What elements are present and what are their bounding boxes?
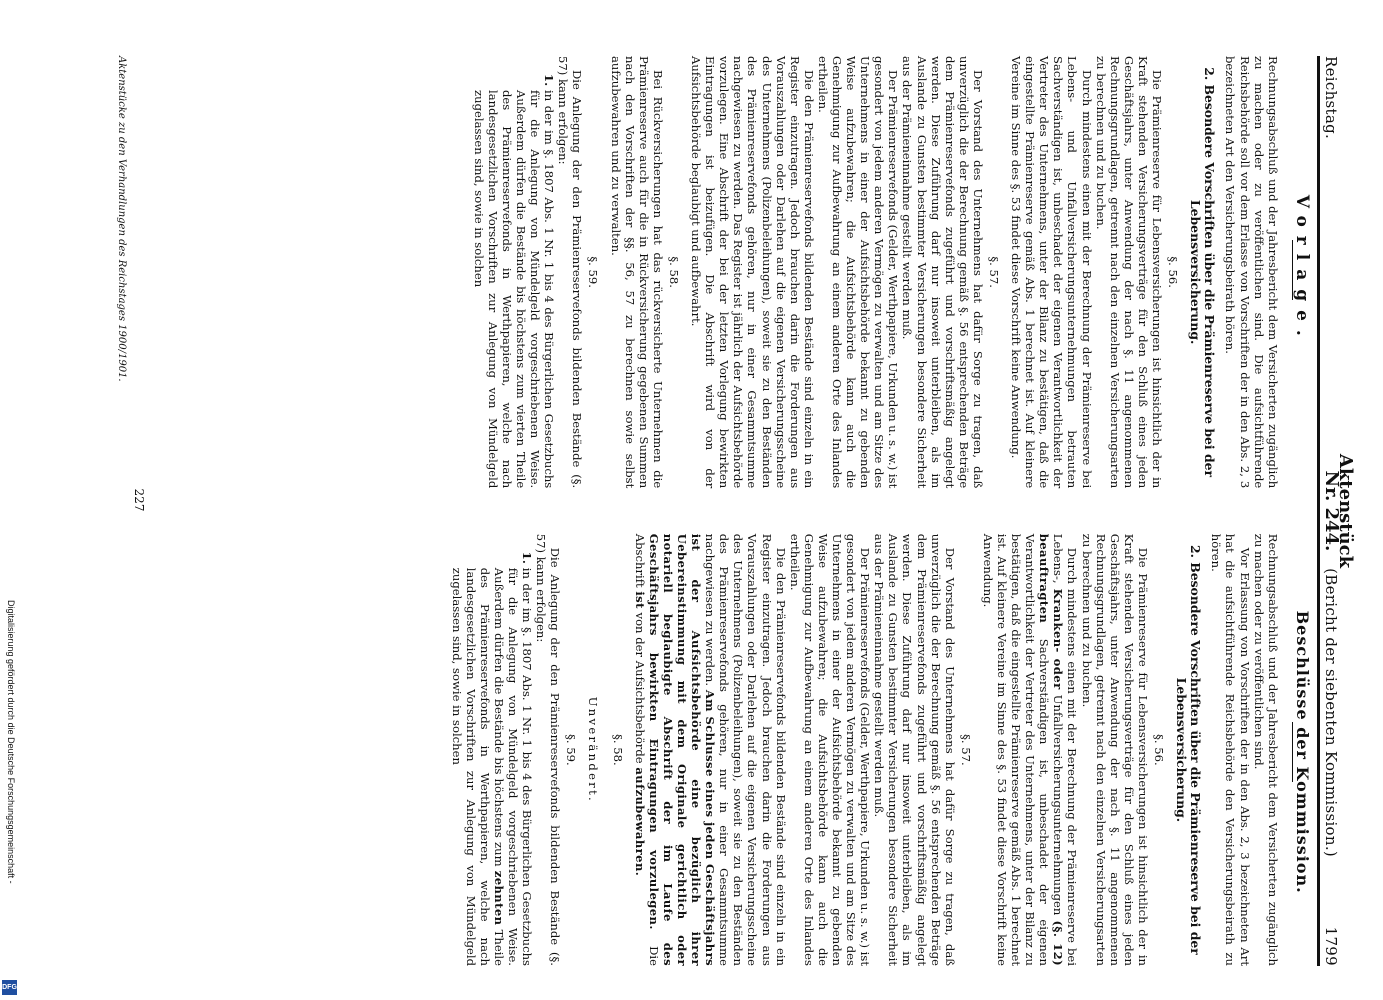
paragraph: Die den Prämienreservefonds bildenden Bestände sind einzeln in ein Register einzutragen. Jedoch brauchen darin die Forderungen aus Vorauszahlungen oder Darlehen auf die eigenen Versicherungsscheine des Unternehmens (Polizenbeleihungen), soweit sie zu den Beständen des Prämienreservefonds gehören, nur in einer Gesammtsumme nachgewiesen zu werden. Das Register ist jährlich der Aufsichtsbehörde vorzulegen. Eine Abschrift der bei der letzten Vorlegung bewirkten Eintragungen ist beizufügen. Die Abschrift wird von der Aufsichtsbehörde beglaubigt und aufbewahrt.	[689, 56, 816, 489]
list-item: 1.in der im §. 1807 Abs. 1 Nr. 1 bis 4 des Bürgerlichen Gesetzbuchs für die Anlegung von Mündelgeld vorgeschriebenen Weise. Außerdem dürfen die Bestände bis höchstens zum vierten Theile des Prämienreservefonds in Werthpapieren, welche nach landesgesetzlichen Vorschriften zur Anlegung von Mündelgeld zugelassen sind, sowie in solchen	[471, 74, 557, 489]
paragraph: Rechnungsabschluß und der Jahresbericht dem Versicherten zugänglich zu machen oder zu veröffentlichen sind. Die aufsichtführende Reichsbehörde soll vor dem Erlasse von Vorschriften der in den Abs. 2, 3 bezeichneten Art den Versicherungsbeirath hören.	[1223, 56, 1280, 489]
document-page	[92, 0, 1382, 1000]
paragraph: Die Anlegung der den Prämienreservefonds bildenden Bestände (§. 57) kann erfolgen:	[556, 56, 585, 489]
running-head-title: Aktenstück Nr. 244.	[1320, 453, 1356, 569]
amendment-emphasis: (§. 12) beauftragten	[1037, 533, 1066, 967]
section-number: §. 57.	[958, 734, 973, 766]
page-number-bottom: 227	[132, 488, 147, 512]
paragraph: Bei Rückversicherungen hat das rückversicherte Unternehmen die Prämienreserve auch für die in Rückversicherung gegebenen Summen nach den Vorschriften der §§. 56, 57 zu berechnen sowie selbst aufzubewahren und zu verwalten.	[608, 56, 665, 489]
amendment-emphasis: aufzubewahren.	[632, 767, 647, 877]
section-number: §. 59.	[586, 256, 601, 288]
dfg-logo-icon: DFG	[2, 980, 17, 995]
paragraph: Der Prämienreservefonds (Gelder, Werthpapiere, Urkunden u. s. w.) ist gesondert von jedem anderen Vermögen zu verwalten und am Sitze des Unternehmens in einer der Aufsichtsbehörde bekannt zu gebenden Weise aufzubewahren; die Aufsichtsbehörde kann auch die Genehmigung zur Aufbewahrung an einem anderen Orte des Inlandes ertheilen.	[815, 56, 901, 489]
left-column-heading: Vorlage.	[1291, 194, 1312, 345]
paragraph: Vor Erlassung von Vorschriften der in den Abs. 2, 3 bezeichneten Art hat die aufsichtführende Reichsbehörde den Versicherungsbeirath zu hören.	[1209, 533, 1252, 966]
amendment-emphasis: Kranken- oder	[1051, 588, 1066, 690]
section-number: §. 59.	[564, 734, 579, 766]
column-headings	[1284, 56, 1312, 966]
right-column-heading: Beschlüsse der Kommission.	[1292, 610, 1312, 894]
unchanged-note: Unverändert.	[586, 696, 601, 804]
paragraph: Die Anlegung der den Prämienreservefonds bildenden Bestände (§. 57) kann erfolgen:	[534, 533, 563, 966]
paragraph: Der Vorstand des Unternehmens hat dafür Sorge zu tragen, daß unverzüglich die der Berechnung gemäß §. 56 entsprechenden Beträge dem Prämienreservefonds zugeführt und vorschriftsmäßig angelegt werden. Diese Zuführung darf nur insoweit unterbleiben, als im Auslande zu Gunsten bestimmter Versicherungen besondere Sicherheit aus der Prämieneinnahme gestellt werden muß.	[872, 533, 957, 966]
section-number: §. 58.	[610, 734, 625, 766]
page-footer-source: Aktenstücke zu den Verhandlungen des Reichstages 1900/1901.	[116, 56, 128, 382]
amendment-emphasis: ist	[632, 591, 647, 609]
amendment-emphasis: Am Schlusse eines jeden Geschäftsjahrs ist der Aufsichtsbehörde eine bezüglich ihrer Uebereinstimmung mit dem Originale gerichtlich oder notariell beglaubigte Abschrift der im Laufe des Geschäftsjahrs bewirkten Eintragungen vorzulegen.	[646, 533, 718, 967]
section-number: §. 58.	[666, 256, 681, 288]
digitization-credit	[2, 600, 18, 995]
credit-text: Digitalisierung gefördert durch die Deutsche Forschungsgemeinschaft -	[6, 600, 16, 884]
header-rule	[1317, 56, 1320, 966]
list-item: 1.in der im §. 1807 Abs. 1 Nr. 1 bis 4 des Bürgerlichen Gesetzbuchs für die Anlegung von Mündelgeld vorgeschriebenen Weise. Außerdem dürfen die Bestände bis höchstens zum zehnten Theile des Prämienreservefonds in Werthpapieren, welche nach landesgesetzlichen Vorschriften zur Anlegung von Mündelgeld zugelassen sind, sowie in solchen	[449, 551, 535, 966]
paragraph: Die Prämienreserve für Lebensversicherungen ist hinsichtlich der in Kraft stehenden Versicherungsverträge für den Schluß eines jeden Geschäftsjahrs, unter Anwendung der nach §. 11 angenommenen Rechnungsgrundlagen, getrennt nach den einzelnen Versicherungsarten zu berechnen und zu buchen.	[1079, 533, 1150, 966]
paragraph: Der Vorstand des Unternehmens hat dafür Sorge zu tragen, daß unverzüglich die der Berechnung gemäß §. 56 entsprechenden Beträge dem Prämienreservefonds zugeführt und vorschriftsmäßig angelegt werden. Diese Zuführung darf nur insoweit unterbleiben, als im Auslande zu Gunsten bestimmter Versicherungen besondere Sicherheit aus der Prämieneinnahme gestellt werden muß.	[900, 56, 985, 489]
left-column-bill-text	[450, 56, 1280, 488]
paragraph: Rechnungsabschluß und der Jahresbericht dem Versicherten zugänglich zu machen oder zu veröffentlichen sind.	[1251, 533, 1280, 966]
amendment-emphasis: zehnten	[491, 870, 506, 926]
paragraph: Durch mindestens einen mit der Berechnung der Prämienreserve bei Lebens- und Unfallversicherungsunternehmungen betrauten Sachverständigen ist, unbeschadet der eigenen Verantwortlichkeit der Vertreter des Unternehmens, unter der Bilanz zu bestätigen, daß die eingestellte Prämienreserve gemäß Abs. 1 berechnet ist. Auf kleinere Vereine im Sinne des §. 53 findet diese Vorschrift keine Anwendung.	[1009, 56, 1094, 489]
text-columns	[450, 56, 1280, 966]
paragraph: Die Prämienreserve für Lebensversicherungen ist hinsichtlich der in Kraft stehenden Versicherungsverträge für den Schluß eines jeden Geschäftsjahrs, unter Anwendung der nach §. 11 angenommenen Rechnungsgrundlagen, getrennt nach den einzelnen Versicherungsarten zu berechnen und zu buchen.	[1093, 56, 1165, 489]
page-number-top: 1799	[1321, 926, 1340, 966]
numbered-list	[450, 534, 535, 966]
section-heading: 2. Besondere Vorschriften über die Prämienreserve bei der Lebensversicherung.	[1188, 67, 1218, 478]
running-head-left: Reichstag.	[1321, 56, 1340, 140]
section-heading: 2. Besondere Vorschriften über die Prämienreserve bei der Lebensversicherung.	[1174, 544, 1204, 955]
commission-report-title: (Bericht der siebenten Kommission.)	[1321, 568, 1340, 858]
section-number: §. 57.	[987, 256, 1002, 288]
section-number: §. 56.	[1166, 256, 1181, 288]
paragraph: Die den Prämienreservefonds bildenden Bestände sind einzeln in ein Register einzutragen. Jedoch brauchen darin die Forderungen aus Vorauszahlungen oder Darlehen auf die eigenen Versicherungsscheine des Unternehmens (Polizenbeleihungen), soweit sie zu den Beständen des Prämienreservefonds gehören, nur in einer Gesammtsumme nachgewiesen zu werden. Am Schlusse eines jeden Geschäftsjahrs ist der Aufsichtsbehörde eine bezüglich ihrer Uebereinstimmung mit dem Originale gerichtlich oder notariell beglaubigte Abschrift der im Laufe des Geschäftsjahrs bewirkten Eintragungen vorzulegen. Die Abschrift ist von der Aufsichtsbehörde aufzubewahren.	[632, 533, 788, 967]
section-number: §. 56.	[1152, 734, 1167, 766]
right-column-commission-text	[450, 534, 1280, 966]
paragraph: Der Prämienreservefonds (Gelder, Werthpapiere, Urkunden u. s. w.) ist gesondert von jedem anderen Vermögen zu verwalten und am Sitze des Unternehmens in einer der Aufsichtsbehörde bekannt zu gebenden Weise aufzubewahren; die Aufsichtsbehörde kann auch die Genehmigung zur Aufbewahrung an einem anderen Orte des Inlandes ertheilen.	[787, 533, 873, 966]
running-head-right	[1321, 568, 1340, 966]
running-head	[1320, 56, 1356, 966]
numbered-list	[472, 56, 557, 488]
paragraph: Durch mindestens einen mit der Berechnung der Prämienreserve bei Lebens-, Kranken- oder Unfallversicherungsunternehmungen (§. 12) beauftragten Sachverständigen ist, unbeschadet der eigenen Verantwortlichkeit der Vertreter des Unternehmens, unter der Bilanz zu bestätigen, daß die eingestellte Prämienreserve gemäß Abs. 1 berechnet ist. Auf kleinere Vereine im Sinne des §. 53 findet diese Vorschrift keine Anwendung.	[980, 533, 1080, 967]
